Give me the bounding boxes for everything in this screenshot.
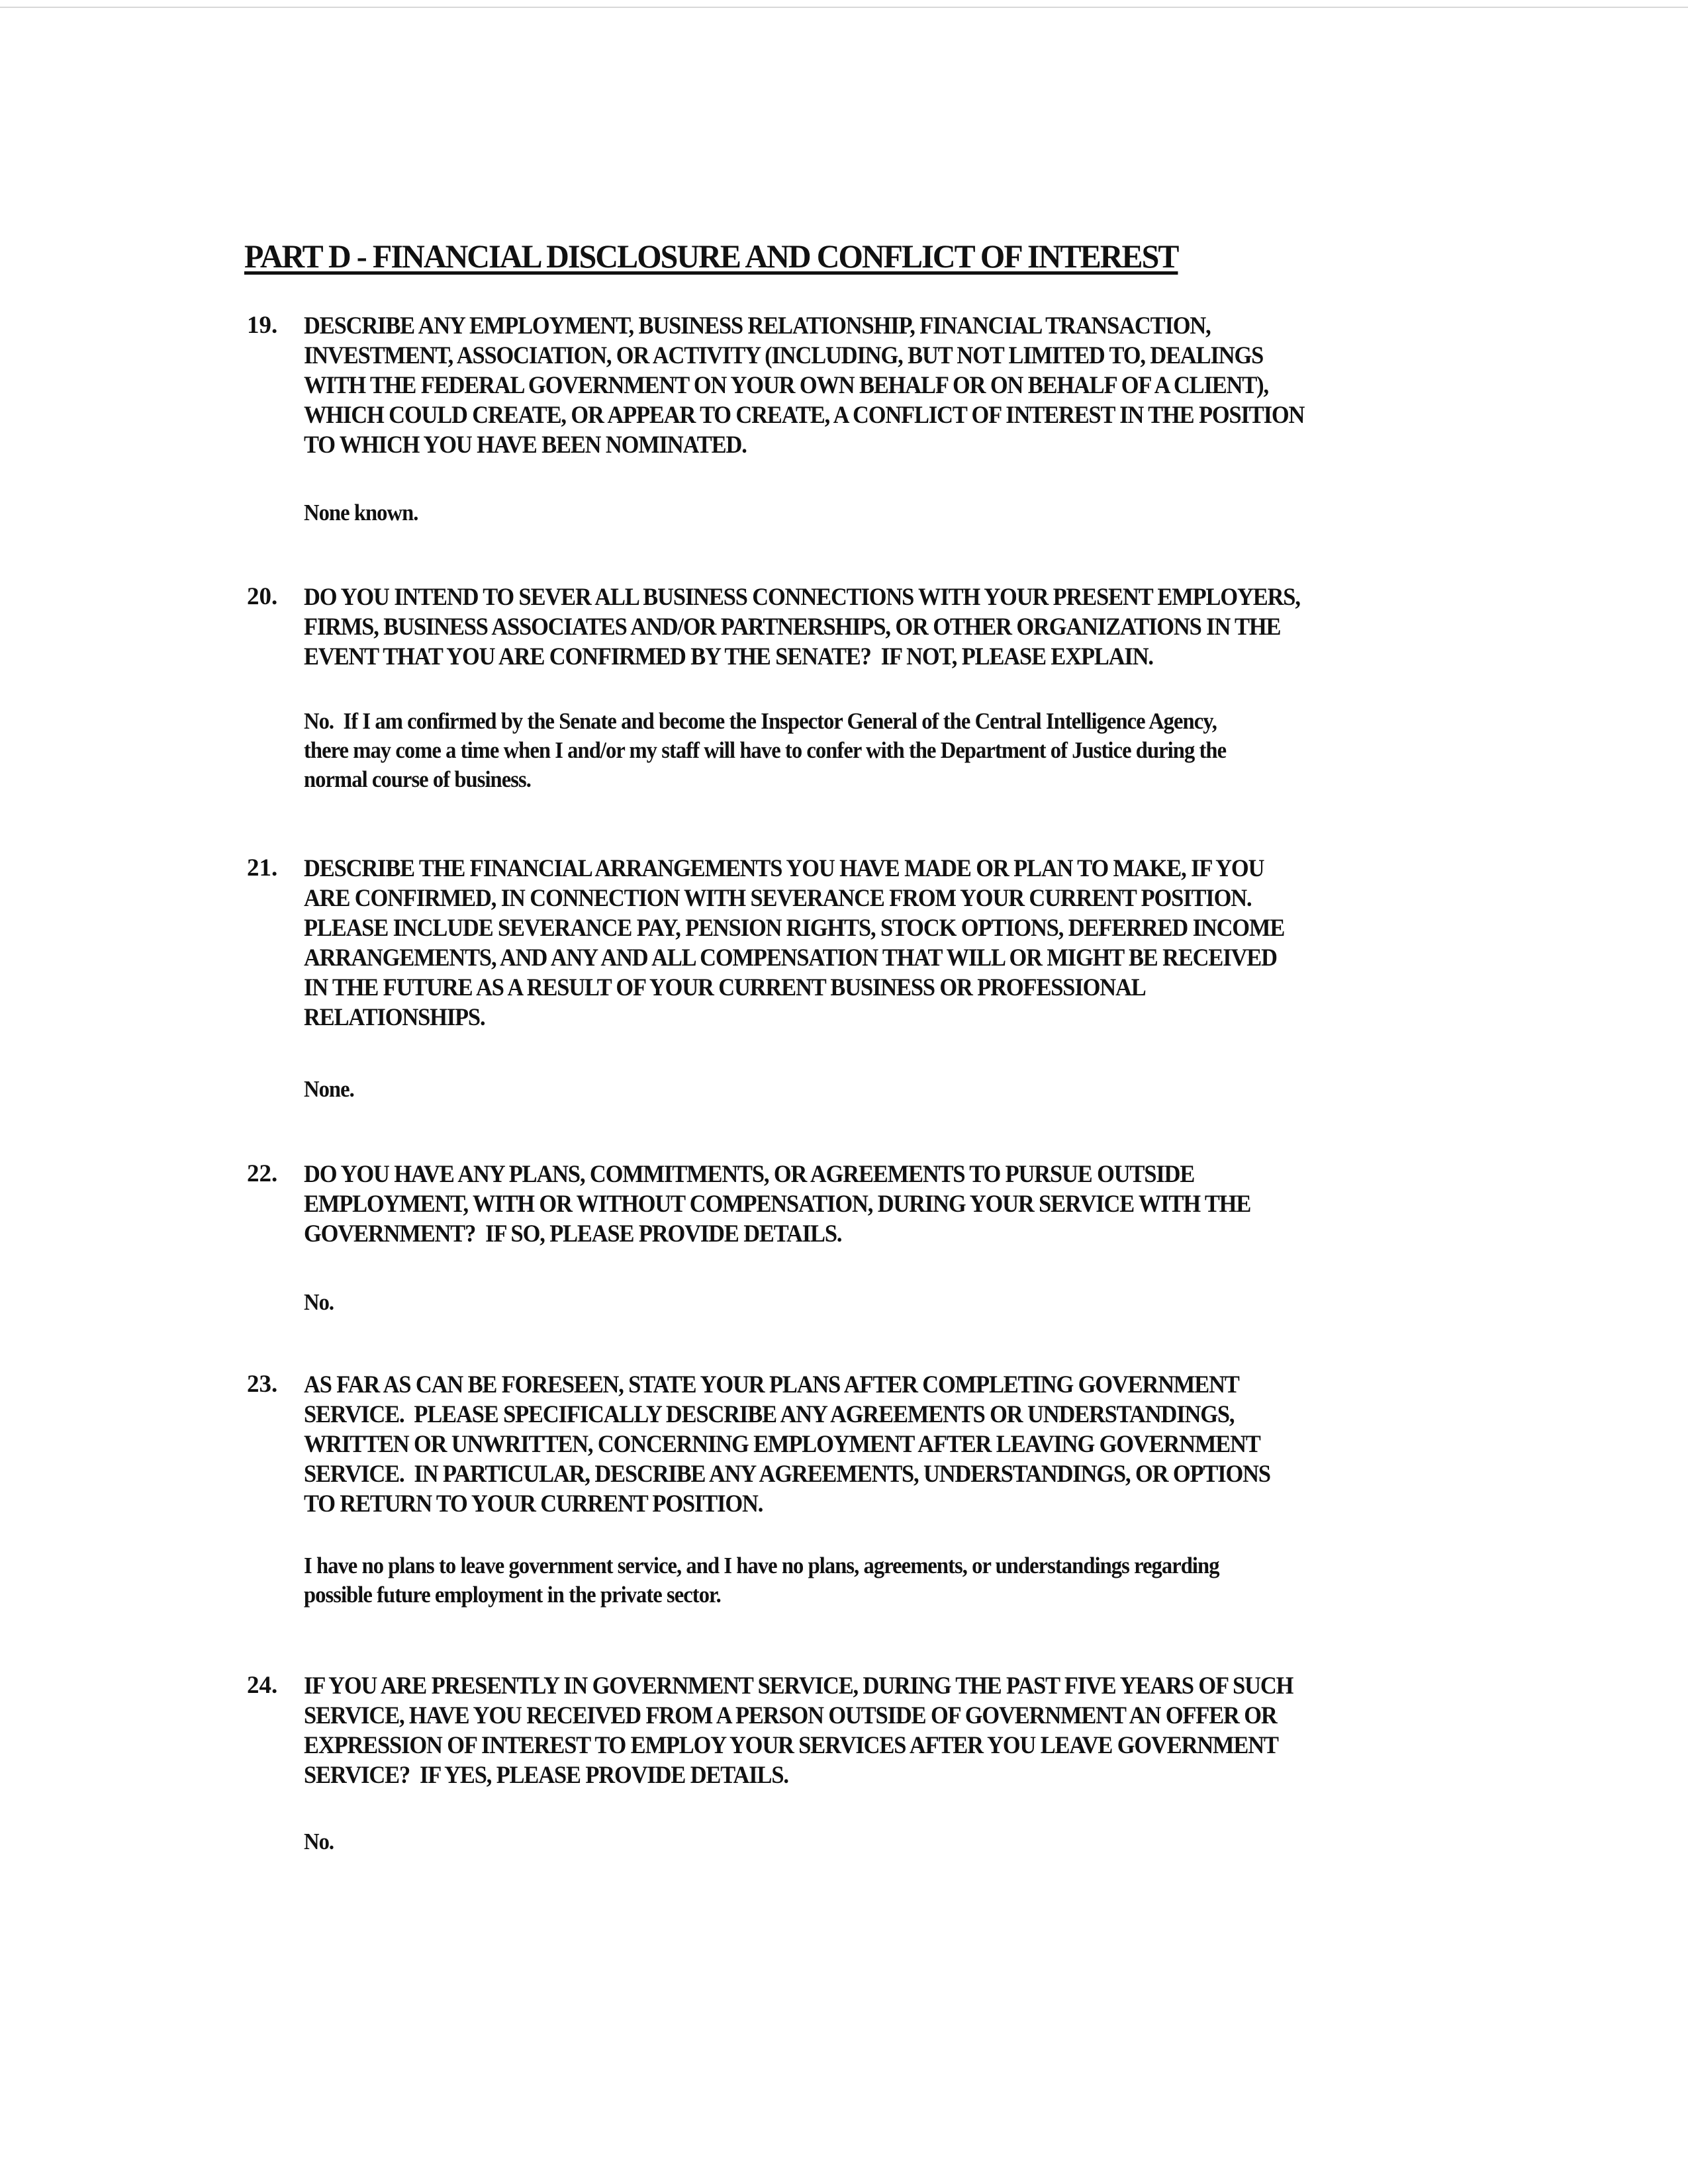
scan-edge-line (0, 7, 1688, 8)
question-text: DESCRIBE ANY EMPLOYMENT, BUSINESS RELATIONSHIP, FINANCIAL TRANSACTION, INVESTMENT, ASSOCIATION, OR ACTIVITY (INCLUDING, BUT NOT LIMITED TO, DEALINGS WITH THE FEDERAL GOVERNMENT ON YOUR OWN BEHALF OR ON BEHALF OF A CLIENT), WHICH COULD CREATE, OR APPEAR TO CREATE, A CONFLICT OF INTEREST IN THE POSITION TO WHICH YOU HAVE BEEN NOMINATED. (304, 312, 1305, 459)
question-text: DO YOU HAVE ANY PLANS, COMMITMENTS, OR AGREEMENTS TO PURSUE OUTSIDE EMPLOYMENT, WITH OR WITHOUT COMPENSATION, DURING YOUR SERVICE WITH THE GOVERNMENT? IF SO, PLEASE PROVIDE DETAILS. (304, 1161, 1251, 1248)
question-text: AS FAR AS CAN BE FORESEEN, STATE YOUR PLANS AFTER COMPLETING GOVERNMENT SERVICE. PLEASE SPECIFICALLY DESCRIBE ANY AGREEMENTS OR UNDERSTANDINGS, WRITTEN OR UNWRITTEN, CONCERNING EMPLOYMENT AFTER LEAVING GOVERNMENT SERVICE. IN PARTICULAR, DESCRIBE ANY AGREEMENTS, UNDERSTANDINGS, OR OPTIONS TO RETURN TO YOUR CURRENT POSITION. (304, 1371, 1270, 1518)
question-number: 23. (247, 1371, 278, 1398)
question-number: 19. (247, 312, 278, 339)
answer-text: No. (304, 1289, 334, 1315)
question-text: DO YOU INTEND TO SEVER ALL BUSINESS CONNECTIONS WITH YOUR PRESENT EMPLOYERS, FIRMS, BUSINESS ASSOCIATES AND/OR PARTNERSHIPS, OR OTHER ORGANIZATIONS IN THE EVENT THAT YOU ARE CONFIRMED BY THE SENATE? IF NOT, PLEASE EXPLAIN. (304, 584, 1300, 670)
question-number: 21. (247, 854, 278, 882)
answer-text: No. If I am confirmed by the Senate and become the Inspector General of the Central Intelligence Agency, there may come a time when I and/or my staff will have to confer with the Department of Justice during the normal course of business. (304, 708, 1227, 792)
question-number: 20. (247, 583, 278, 610)
answer-text: None. (304, 1076, 354, 1102)
section-title: PART D - FINANCIAL DISCLOSURE AND CONFLICT OF INTEREST (244, 238, 1178, 275)
answer-text: None known. (304, 500, 418, 525)
question-number: 24. (247, 1672, 278, 1699)
answer-text: No. (304, 1829, 334, 1854)
question-text: DESCRIBE THE FINANCIAL ARRANGEMENTS YOU HAVE MADE OR PLAN TO MAKE, IF YOU ARE CONFIRMED, IN CONNECTION WITH SEVERANCE FROM YOUR CURRENT POSITION. PLEASE INCLUDE SEVERANCE PAY, PENSION RIGHTS, STOCK OPTIONS, DEFERRED INCOME ARRANGEMENTS, AND ANY AND ALL COMPENSATION THAT WILL OR MIGHT BE RECEIVED IN THE FUTURE AS A RESULT OF YOUR CURRENT BUSINESS OR PROFESSIONAL RELATIONSHIPS. (304, 855, 1285, 1031)
question-number: 22. (247, 1160, 278, 1187)
answer-text: I have no plans to leave government service, and I have no plans, agreements, or understandings regarding possible future employment in the private sector. (304, 1553, 1219, 1608)
question-text: IF YOU ARE PRESENTLY IN GOVERNMENT SERVICE, DURING THE PAST FIVE YEARS OF SUCH SERVICE, HAVE YOU RECEIVED FROM A PERSON OUTSIDE OF GOVERNMENT AN OFFER OR EXPRESSION OF INTEREST TO EMPLOY YOUR SERVICES AFTER YOU LEAVE GOVERNMENT SERVICE? IF YES, PLEASE PROVIDE DETAILS. (304, 1672, 1293, 1789)
